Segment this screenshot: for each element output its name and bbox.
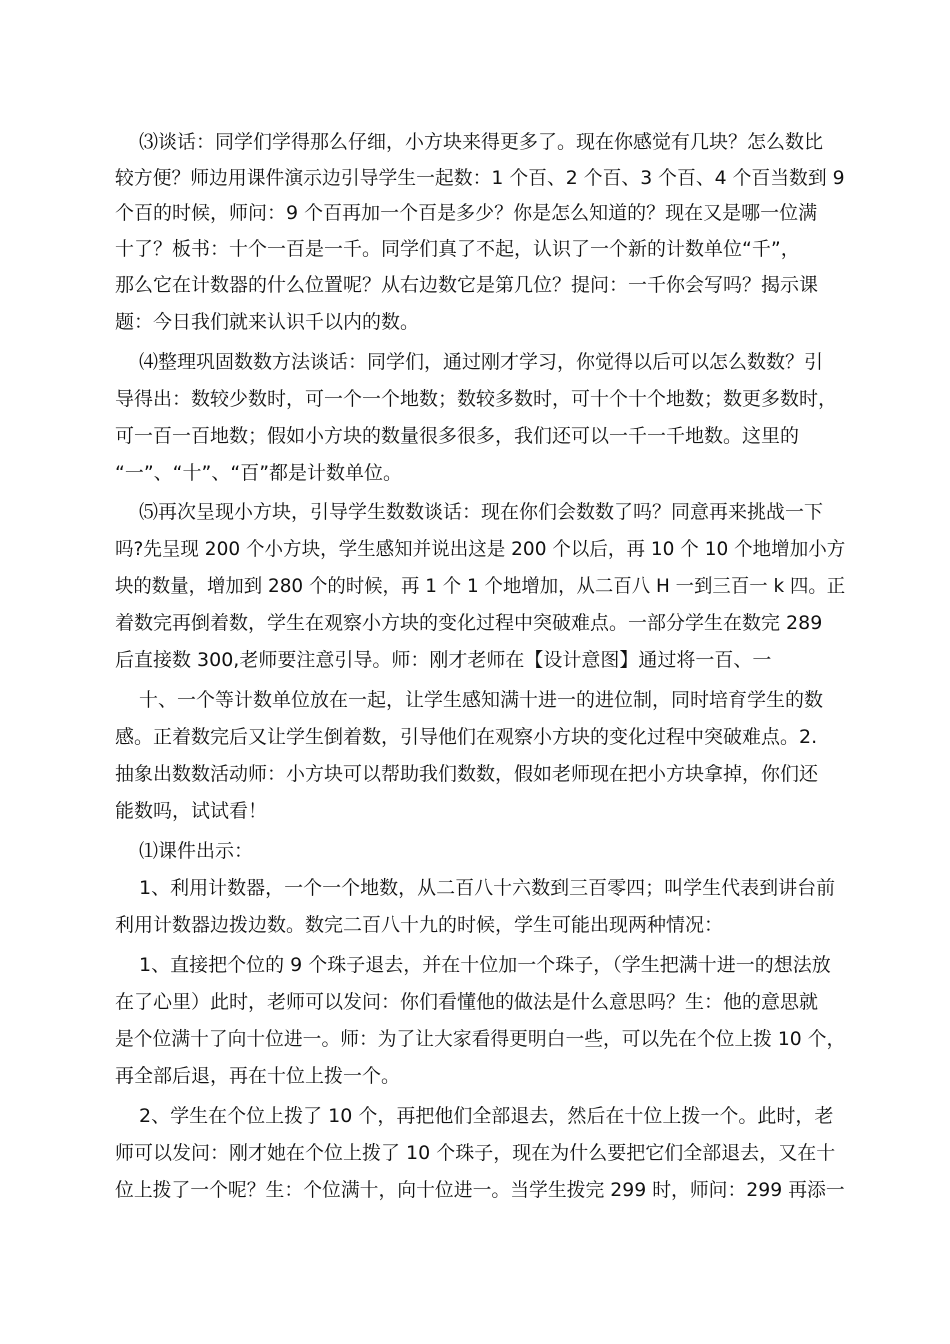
text-line: 抽象出数数活动师：小方块可以帮助我们数数，假如老师现在把小方块拿掉，你们还 — [115, 763, 819, 785]
text-line: 感。正着数完后又让学生倒着数，引导他们在观察小方块的变化过程中突破难点。2. — [115, 726, 818, 748]
text-line: ⑸再次呈现小方块，引导学生数数谈话：现在你们会数数了吗？同意再来挑战一下 — [139, 501, 824, 523]
text-line: ⑴课件出示： — [139, 840, 254, 862]
text-line: 2、学生在个位上拨了 10 个，再把他们全部退去，然后在十位上拨一个。此时，老 — [139, 1105, 834, 1127]
text-line: 在了心里）此时，老师可以发问：你们看懂他的做法是什么意思吗？生：他的意思就 — [115, 991, 819, 1013]
text-line: 导得出：数较少数时，可一个一个地数；数较多数时，可十个十个地数；数更多数时， — [115, 388, 838, 410]
text-line: 1、直接把个位的 9 个珠子退去，并在十位加一个珠子，（学生把满十进一的想法放 — [139, 954, 831, 976]
text-line: 位上拨了一个呢？生：个位满十，向十位进一。当学生拨完 299 时，师问：299 再添一 — [115, 1179, 845, 1201]
text-line: 较方便？师边用课件演示边引导学生一起数：1 个百、2 个百、3 个百、4 个百当数到 9 — [115, 167, 845, 189]
text-line: ⑷整理巩固数数方法谈话：同学们，通过刚才学习，你觉得以后可以怎么数数？引 — [139, 351, 824, 373]
text-line: ⑶谈话：同学们学得那么仔细，小方块来得更多了。现在你感觉有几块？怎么数比 — [139, 131, 824, 153]
text-line: 题：今日我们就来认识千以内的数。 — [115, 311, 420, 333]
text-line: 能数吗，试试看！ — [115, 800, 268, 822]
text-line: 可一百一百地数；假如小方块的数量很多很多，我们还可以一千一千地数。这里的 — [115, 425, 800, 447]
text-line: 后直接数 300,老师要注意引导。师：刚才老师在【设计意图】通过将一百、一 — [115, 649, 772, 671]
text-line: 1、利用计数器，一个一个地数，从二百八十六数到三百零四；叫学生代表到讲台前 — [139, 877, 836, 899]
text-line: 块的数量，增加到 280 个的时候，再 1 个 1 个地增加，从二百八 H 一到三百一 k 四。正 — [115, 575, 846, 597]
text-line: 是个位满十了向十位进一。师：为了让大家看得更明白一些，可以先在个位上拨 10 个， — [115, 1028, 846, 1050]
text-line: 个百的时候，师问：9 个百再加一个百是多少？你是怎么知道的？现在又是哪一位满 — [115, 202, 818, 224]
text-line: 利用计数器边拨边数。数完二百八十九的时候，学生可能出现两种情况： — [115, 914, 724, 936]
text-line: 十了？板书：十个一百是一千。同学们真了不起，认识了一个新的计数单位“千”， — [115, 238, 800, 260]
text-line: 着数完再倒着数，学生在观察小方块的变化过程中突破难点。一部分学生在数完 289 — [115, 612, 823, 634]
text-line: 吗?先呈现 200 个小方块，学生感知并说出这是 200 个以后，再 10 个 10 个地增加小方 — [115, 538, 846, 560]
text-line: 十、一个等计数单位放在一起，让学生感知满十进一的进位制，同时培育学生的数 — [139, 689, 824, 711]
text-line: 师可以发问：刚才她在个位上拨了 10 个珠子，现在为什么要把它们全部退去，又在十 — [115, 1142, 836, 1164]
text-line: “一”、“十”、“百”都是计数单位。 — [115, 462, 403, 484]
text-line: 再全部后退，再在十位上拨一个。 — [115, 1065, 401, 1087]
text-line: 那么它在计数器的什么位置呢？从右边数它是第几位？提问：一千你会写吗？揭示课 — [115, 274, 819, 296]
